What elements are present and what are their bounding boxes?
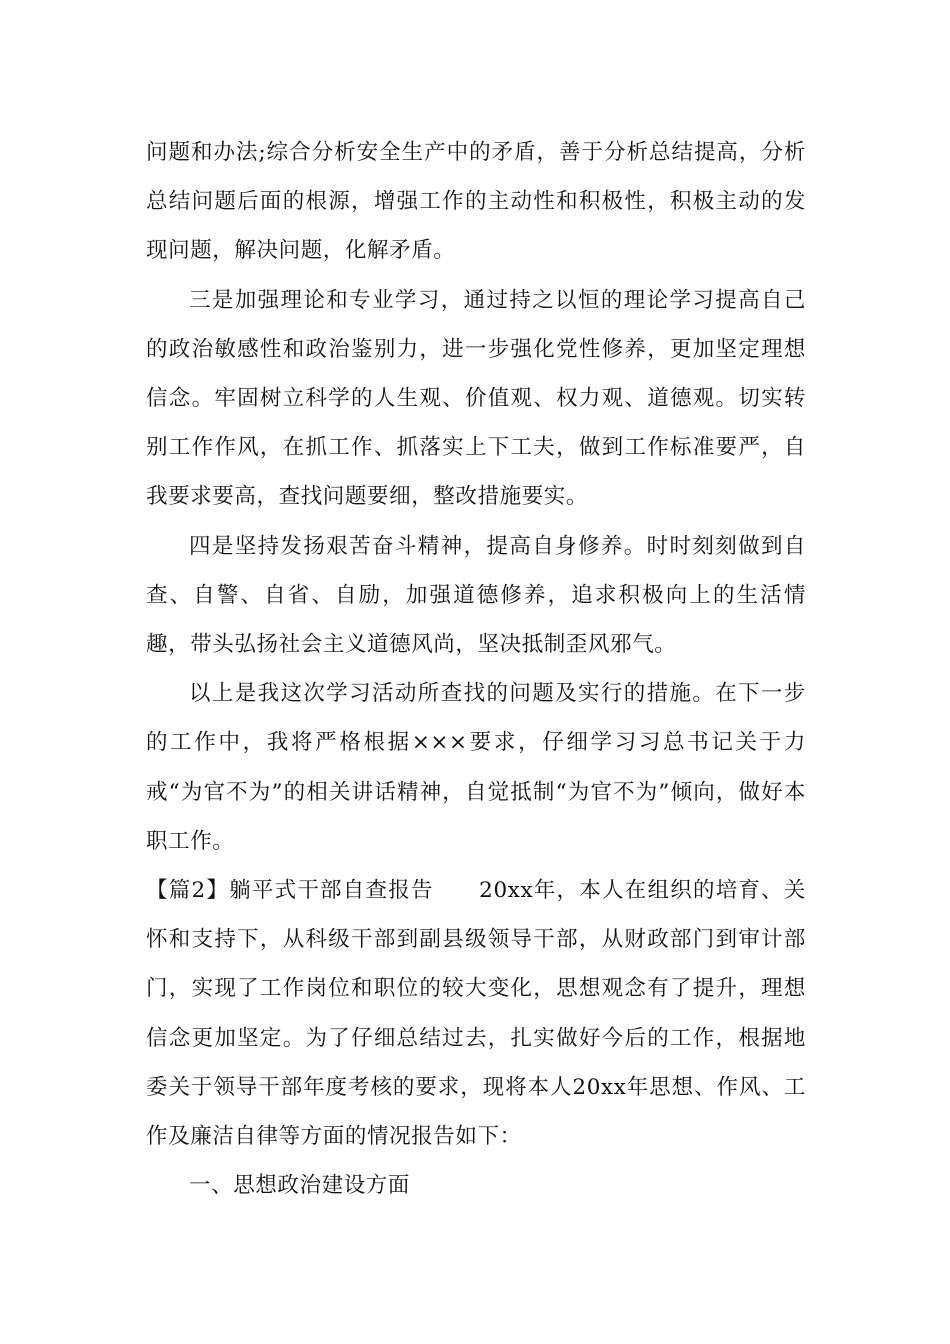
section-heading-paragraph: 【篇2】躺平式干部自查报告 20xx年，本人在组织的培育、关怀和支持下，从科级干部到副县级领导干部，从财政部门到审计部门，实现了工作岗位和职位的较大变化，思想观念有了提升，理想信念更加坚定。为了仔细总结过去，扎实做好今后的工作，根据地委关于领导干部年度考核的要求，现将本人20xx年思想、作风、工作及廉洁自律等方面的情况报告如下： bbox=[146, 878, 806, 1150]
paragraph-2: 三是加强理论和专业学习，通过持之以恒的理论学习提高自己的政治敏感性和政治鉴别力，进一步强化党性修养，更加坚定理想信念。牢固树立科学的人生观、价值观、权力观、道德观。切实转别工作作风，在抓工作、抓落实上下工夫，做到工作标准要严，自我要求要高，查找问题要细，整改措施要实。 bbox=[146, 287, 806, 510]
paragraph-4: 以上是我这次学习活动所查找的问题及实行的措施。在下一步的工作中，我将严格根据×××要求，仔细学习习总书记关于力戒“为官不为”的相关讲话精神，自觉抵制“为官不为”倾向，做好本职工作。 bbox=[146, 681, 806, 854]
paragraph-1: 问题和办法;综合分析安全生产中的矛盾，善于分析总结提高，分析总结问题后面的根源，增强工作的主动性和积极性，积极主动的发现问题，解决问题，化解矛盾。 bbox=[146, 140, 806, 264]
paragraph-3: 四是坚持发扬艰苦奋斗精神，提高自身修养。时时刻刻做到自查、自警、自省、自励，加强道德修养，追求积极向上的生活情趣，带头弘扬社会主义道德风尚，坚决抵制歪风邪气。 bbox=[146, 533, 806, 658]
document-body bbox=[146, 128, 806, 1210]
section-subheading: 一、思想政治建设方面 bbox=[189, 1173, 411, 1199]
